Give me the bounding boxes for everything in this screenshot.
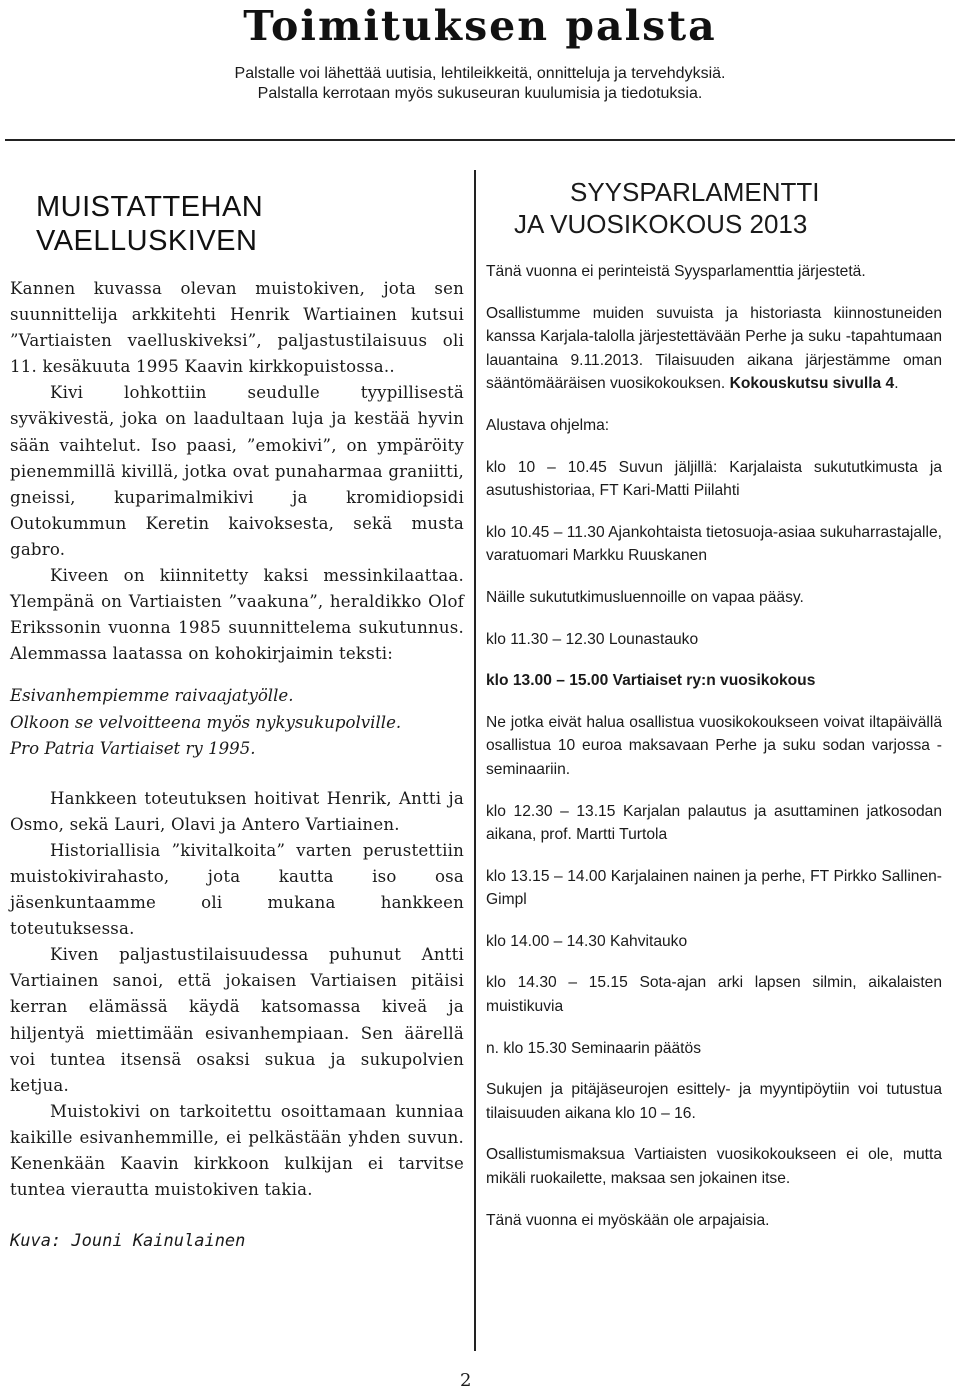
article-paragraph (486, 302, 942, 396)
intro-line-2: Palstalla kerrotaan myös sukuseuran kuulumisia ja tiedotuksia. (257, 85, 703, 102)
program-item: Ne jotka eivät halua osallistua vuosikokoukseen voivat iltapäivällä osallistua 10 euroa maksavaan Perhe ja suku sodan varjossa -seminaariin. (486, 713, 942, 778)
masthead-title: Toimituksen palsta (243, 2, 717, 50)
program-item: Sukujen ja pitäjäseurojen esittely- ja myyntipöytiin voi tutustua tilaisuuden aikana klo 10 – 16. (486, 1081, 942, 1122)
program-item: klo 14.30 – 15.15 Sota-ajan arki lapsen silmin, aikalaisten muistikuvia (486, 974, 942, 1016)
program-item: klo 10 – 10.45 Suvun jäljillä: Karjalaista sukututkimusta ja asutushistoriaa, FT Kari-Matti Piilahti (486, 458, 942, 500)
article-paragraph: Hankkeen toteutuksen hoitivat Henrik, Antti ja Osmo, sekä Lauri, Olavi ja Antero Vartiainen. (10, 788, 464, 834)
right-article (486, 176, 942, 1250)
left-article-heading: MUISTATTEHAN VAELLUSKIVEN (36, 191, 264, 257)
program-item: Näille sukututkimusluennoille on vapaa pääsy. (486, 588, 804, 606)
masthead-intro (0, 64, 960, 104)
program-item: klo 11.30 – 12.30 Lounastauko (486, 630, 699, 648)
article-paragraph: Kiven paljastustilaisuudessa puhunut Antti Vartiainen sanoi, että jokaisen Vartiaisen pitäisi kerran elämässä käydä katsomassa kiveä ja hiljentyä miettimään esivanhempiaan. Sen äärellä voi tuntea itsensä osaksi sukua ja sukupolvien ketjua. (10, 945, 464, 1095)
inscription-quote (10, 683, 464, 761)
program-list (486, 456, 942, 1233)
article-paragraph: Kivi lohkottiin seudulle tyypillisestä syväkivestä, joka on laadultaan luja ja kestää hyvin sään vaihtelut. Iso paasi, ”emokivi”, on ympäröity pienemmillä kivillä, jotka ovat punaharmaa graniitti, gneissi, kuparimalmikivi ja kromidiopsidi Outokummun Keretin kaivoksesta, sekä musta gabro. (10, 383, 464, 559)
program-item: Tänä vuonna ei myöskään ole arpajaisia. (486, 1211, 770, 1229)
meeting-notice-link-text: Kokouskutsu sivulla 4 (729, 375, 895, 393)
column-divider (474, 170, 476, 1351)
right-heading-line-2: JA VUOSIKOKOUS 2013 (514, 209, 808, 239)
article-paragraph: Kannen kuvassa olevan muistokiven, jota sen suunnittelija arkkitehti Henrik Wartiainen kutsui ”Vartiaisten vaelluskiveksi”, paljastustilaisuus oli 11. kesäkuuta 1995 Kaavin kirkkopuistossa.. (10, 279, 464, 377)
quote-line: Olkoon se velvoitteena myös nykysukupolville. (10, 712, 402, 732)
quote-line: Pro Patria Vartiaiset ry 1995. (10, 738, 256, 758)
left-article (10, 190, 464, 1251)
photo-credit: Kuva: Jouni Kainulainen (10, 1231, 246, 1252)
program-item: Osallistumismaksua Vartiaisten vuosikokoukseen ei ole, mutta mikäli ruokailette, maksaa sen jokainen itse. (486, 1146, 942, 1188)
right-heading-line-1: SYYSPARLAMENTTI (570, 177, 820, 207)
page-number: 2 (460, 1370, 472, 1391)
paragraph-end: . (894, 375, 899, 393)
quote-line: Esivanhempiemme raivaajatyölle. (10, 686, 294, 706)
right-article-heading (514, 176, 942, 240)
program-item: klo 10.45 – 11.30 Ajankohtaista tietosuoja-asiaa sukuharrastajalle, varatuomari Markku Ruuskanen (486, 523, 942, 565)
article-paragraph: Tänä vuonna ei perinteistä Syysparlamenttia järjestetä. (486, 263, 866, 280)
header-divider (5, 139, 955, 141)
program-item: klo 12.30 – 13.15 Karjalan palautus ja asuttaminen jatkosodan aikana, prof. Martti Turtola (486, 802, 942, 844)
article-paragraph: Kiveen on kiinnitetty kaksi messinkilaattaa. Ylempänä on Vartiaisten ”vaakuna”, heraldikko Olof Erikssonin vuonna 1985 suunnittelema sukutunnus. Alemmassa laatassa on kohokirjaimin teksti: (10, 566, 464, 664)
article-paragraph: Historiallisia ”kivitalkoita” varten perustettiin muistokivirahasto, jota kautta iso osa jäsenkuntaamme oli mukana hankkeen toteutuksessa. (10, 840, 464, 939)
program-item: klo 14.00 – 14.30 Kahvitauko (486, 932, 688, 950)
program-item: n. klo 15.30 Seminaarin päätös (486, 1039, 701, 1057)
paragraph-text: Osallistumme muiden suvuista ja historiasta kiinnostuneiden kanssa Karjala-talolla järjestettävään Perhe ja suku -tapahtumaan lauantaina 9.11.2013. Tilaisuuden aikana järjestämme oman sääntömääräisen vuosikokouksen. (486, 304, 942, 393)
program-item: klo 13.00 – 15.00 Vartiaiset ry:n vuosikokous (486, 672, 816, 690)
intro-line-1: Palstalle voi lähettää uutisia, lehtileikkeitä, onnitteluja ja tervehdyksiä. (234, 65, 726, 82)
article-paragraph: Muistokivi on tarkoitettu osoittamaan kunniaa kaikille esivanhemmille, ei pelkästään yhden suvun. Kenenkään Kaavin kirkkoon kulkijan ei tarvitse tuntea vierautta muistokiven takia. (10, 1101, 464, 1200)
program-label: Alustava ohjelma: (486, 416, 610, 434)
program-item: klo 13.15 – 14.00 Karjalainen nainen ja perhe, FT Pirkko Sallinen-Gimpl (486, 867, 942, 909)
